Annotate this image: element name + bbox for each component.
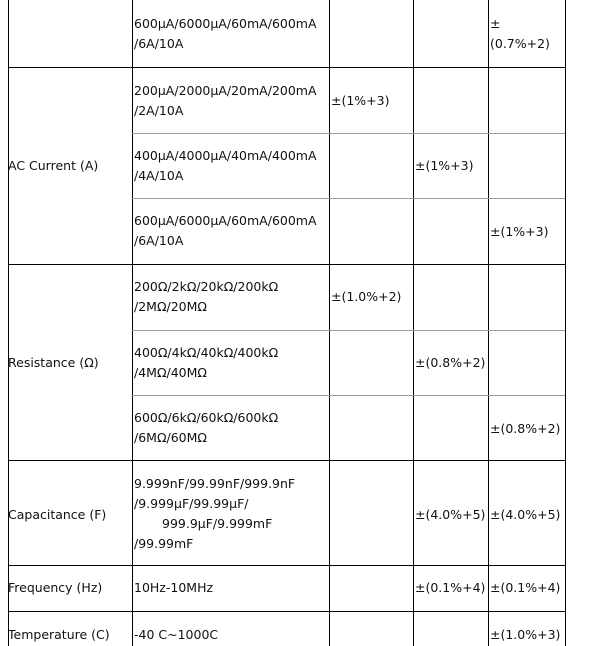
range-cell: 400μA/4000μA/40mA/400mA /4A/10A	[134, 148, 317, 183]
accuracy-cell: ±(4.0%+5)	[415, 507, 486, 522]
grid-line	[8, 460, 565, 461]
accuracy-cell: ±(1%+3)	[415, 158, 474, 173]
accuracy-cell: ±(1%+3)	[490, 224, 549, 239]
grid-line	[8, 264, 565, 265]
accuracy-cell: ±(0.1%+4)	[415, 580, 486, 595]
grid-line	[132, 133, 565, 134]
accuracy-cell: ±(1.0%+2)	[331, 289, 402, 304]
range-cell: 400Ω/4kΩ/40kΩ/400kΩ /4MΩ/40MΩ	[134, 345, 279, 380]
accuracy-cell: ±(0.1%+4)	[490, 580, 561, 595]
grid-line	[132, 198, 565, 199]
row-label: Resistance (Ω)	[8, 355, 99, 370]
range-cell: 200μA/2000μA/20mA/200mA /2A/10A	[134, 83, 317, 118]
range-cell: 600Ω/6kΩ/60kΩ/600kΩ /6MΩ/60MΩ	[134, 410, 279, 445]
grid-line	[565, 0, 566, 646]
grid-line	[132, 395, 565, 396]
accuracy-cell: ±(1%+3)	[331, 93, 390, 108]
grid-line	[132, 0, 133, 646]
range-cell: 200Ω/2kΩ/20kΩ/200kΩ /2MΩ/20MΩ	[134, 279, 279, 314]
row-label: Temperature (C)	[8, 627, 110, 642]
row-label: AC Current (A)	[8, 158, 99, 173]
range-cell: 9.999nF/99.99nF/999.9nF /9.999μF/99.99μF/ 999.9μF/9.999mF /99.99mF	[134, 476, 296, 551]
accuracy-cell: ± (0.7%+2)	[490, 16, 550, 51]
range-cell: 600μA/6000μA/60mA/600mA /6A/10A	[134, 16, 317, 51]
range-cell: 10Hz-10MHz	[134, 580, 214, 595]
accuracy-cell: ±(0.8%+2)	[415, 355, 486, 370]
row-label: Frequency (Hz)	[8, 580, 103, 595]
accuracy-cell: ±(4.0%+5)	[490, 507, 561, 522]
grid-line	[8, 611, 565, 612]
accuracy-cell: ±(1.0%+3)	[490, 627, 561, 642]
grid-line	[132, 330, 565, 331]
grid-line	[8, 67, 565, 68]
range-cell: -40 C~1000C	[134, 627, 219, 642]
grid-line	[8, 565, 565, 566]
grid-line	[8, 0, 9, 646]
accuracy-cell: ±(0.8%+2)	[490, 421, 561, 436]
row-label: Capacitance (F)	[8, 507, 107, 522]
range-cell: 600μA/6000μA/60mA/600mA /6A/10A	[134, 213, 317, 248]
grid-line	[413, 0, 414, 646]
grid-line	[488, 0, 489, 646]
